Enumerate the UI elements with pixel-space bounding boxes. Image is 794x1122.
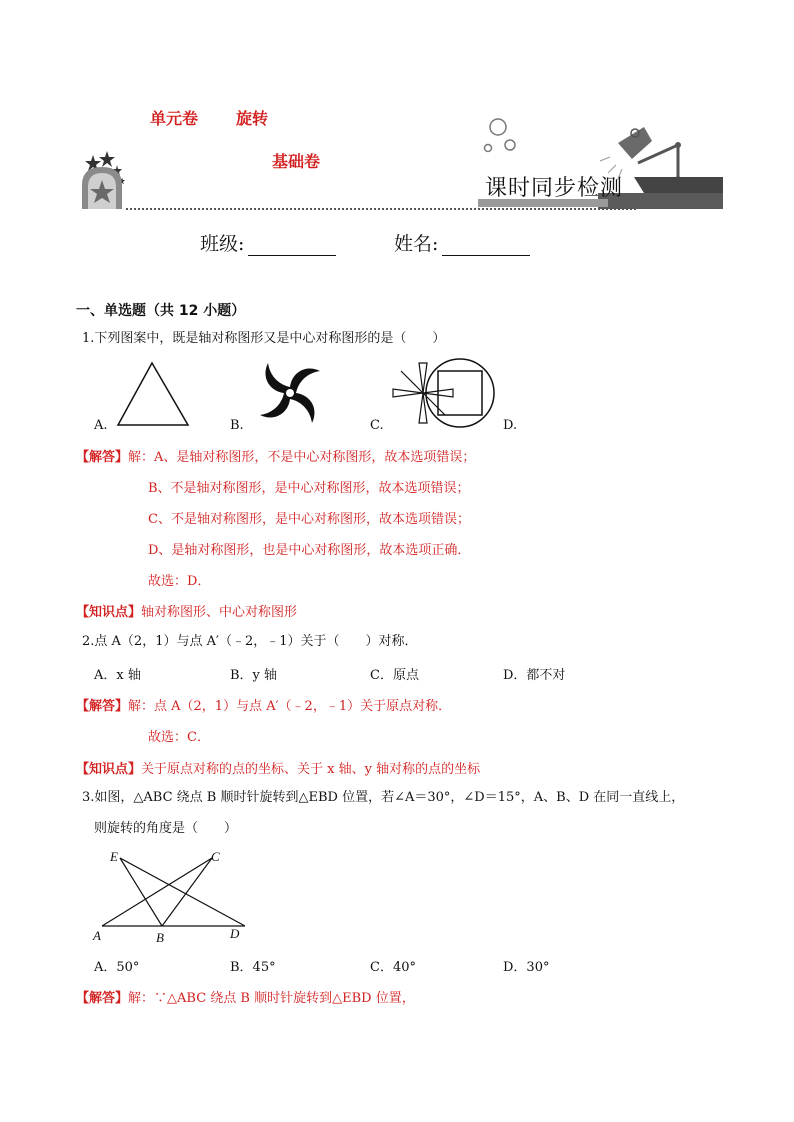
name-label: 姓名: <box>394 233 439 255</box>
q2-stem: 2.点 A（2，1）与点 A′（﹣2，﹣1）关于（ ）对称． <box>82 634 418 649</box>
triangle-shape <box>118 363 188 425</box>
q2-knowledge: 【知识点】关于原点对称的点的坐标、关于 x 轴、y 轴对称的点的坐标 <box>76 762 481 777</box>
level-label: 基础卷 <box>272 152 321 171</box>
q1-figures <box>80 355 500 435</box>
point-label-d: D <box>230 926 240 941</box>
q3-option-d[interactable]: D．30° <box>503 960 550 975</box>
q3-stem-line-2: 则旋转的角度是（ ） <box>94 821 238 836</box>
q2-answer-line-2: 故选：C． <box>148 730 210 745</box>
q3-rotation-figure <box>90 846 250 946</box>
badge-icon <box>82 167 122 209</box>
circle-square-shape <box>426 359 494 427</box>
q1-answer-line-4: D、是轴对称图形，也是中心对称图形，故本选项正确． <box>148 543 471 558</box>
banner-title: 课时同步检测 <box>485 176 624 201</box>
q2-option-c[interactable]: C．原点 <box>370 668 419 683</box>
q1-answer-line-3: C、不是轴对称图形，是中心对称图形，故本选项错误； <box>148 512 470 527</box>
q3-stem-line-1: 3.如图，△ABC 绕点 B 顺时针旋转到△EBD 位置，若∠A＝30°，∠D＝15°，A、B、D 在同一直线上， <box>82 790 685 805</box>
knowledge-tag: 【知识点】 <box>76 762 142 777</box>
q1-option-b[interactable]: B. <box>230 418 244 433</box>
name-field[interactable] <box>394 229 530 256</box>
q2-option-b[interactable]: B．y 轴 <box>230 668 278 683</box>
q3-option-c[interactable]: C．40° <box>370 960 416 975</box>
q2-option-a[interactable]: A．x 轴 <box>94 668 141 683</box>
q1-option-d[interactable]: D. <box>503 418 518 433</box>
answer-tag: 【解答】 <box>76 450 129 465</box>
pinwheel-shape <box>260 363 320 423</box>
topic-label: 旋转 <box>236 109 269 128</box>
q2-answer-line-1: 【解答】解：点 A（2，1）与点 A′（﹣2，﹣1）关于原点对称． <box>76 699 452 714</box>
q1-answer-line-2: B、不是轴对称图形，是中心对称图形，故本选项错误； <box>148 481 470 496</box>
q2-option-d[interactable]: D．都不对 <box>503 668 566 683</box>
answer-tag: 【解答】 <box>76 991 129 1006</box>
q3-answer-line-1: 【解答】解：∵△ABC 绕点 B 顺时针旋转到△EBD 位置， <box>76 991 415 1006</box>
name-blank[interactable] <box>442 237 530 256</box>
section-title: 一、单选题（共 12 小题） <box>76 303 246 319</box>
q1-answer-line-5: 故选：D． <box>148 574 211 589</box>
header-banner-graphic <box>78 105 723 215</box>
point-label-e: E <box>110 849 118 864</box>
class-blank[interactable] <box>248 237 336 256</box>
answer-tag: 【解答】 <box>76 699 129 714</box>
unit-label: 单元卷 <box>150 109 199 128</box>
q1-knowledge: 【知识点】轴对称图形、中心对称图形 <box>76 605 298 620</box>
class-field[interactable] <box>200 229 336 256</box>
windmill-shape <box>393 363 453 423</box>
point-label-b: B <box>156 930 164 945</box>
q1-option-c[interactable]: C. <box>370 418 384 433</box>
q1-stem: 1.下列图案中，既是轴对称图形又是中心对称图形的是（ ） <box>82 331 446 346</box>
bubble-icon <box>485 119 516 152</box>
knowledge-tag: 【知识点】 <box>76 605 142 620</box>
q1-option-a[interactable]: A. <box>94 418 108 433</box>
point-label-c: C <box>211 849 220 864</box>
q3-option-b[interactable]: B．45° <box>230 960 276 975</box>
point-label-a: A <box>93 928 101 943</box>
q1-answer-line-1: 【解答】解：A、是轴对称图形，不是中心对称图形，故本选项错误； <box>76 450 476 465</box>
q3-option-a[interactable]: A．50° <box>94 960 140 975</box>
class-label: 班级: <box>200 233 245 255</box>
